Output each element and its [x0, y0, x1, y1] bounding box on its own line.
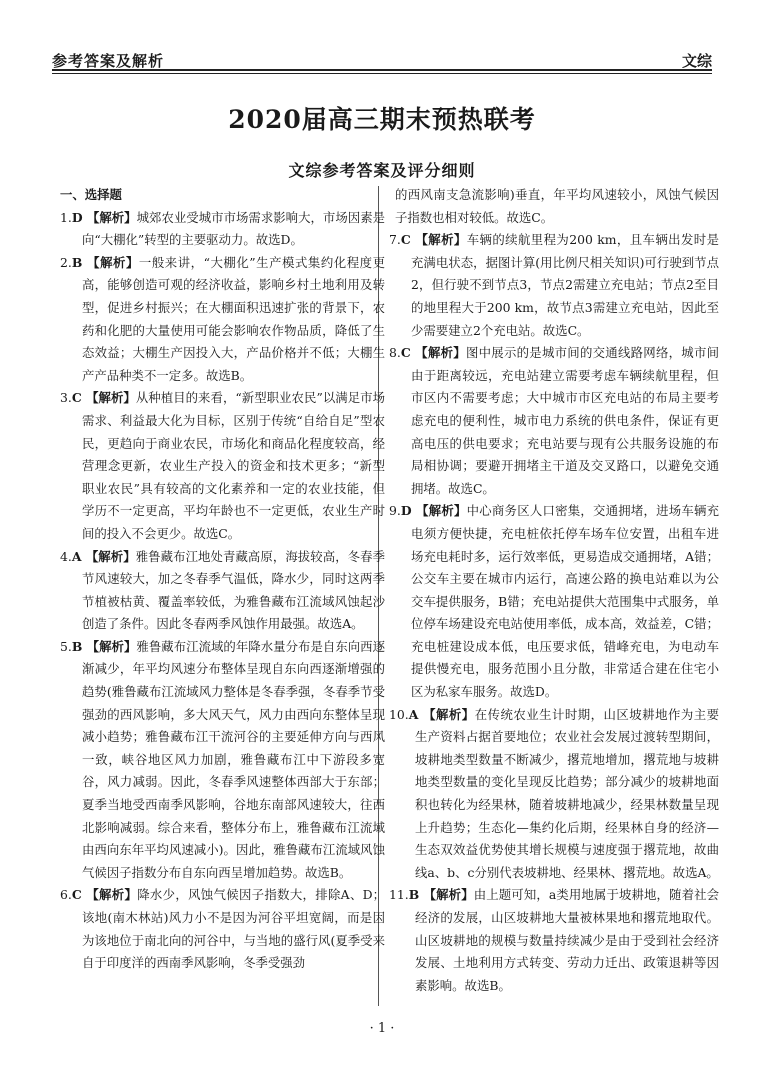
- continued-text: 的西风南支急流影响)垂直，年平均风速较小，风蚀气候因子指数也相对较低。故选C。: [395, 187, 719, 225]
- question-number: 7.: [389, 232, 401, 248]
- answer-item: [389, 884, 719, 997]
- analysis-tag: 【解析】: [86, 209, 137, 225]
- answer-item: [60, 884, 385, 974]
- answer-item: [60, 252, 385, 388]
- analysis-text: 由上题可知，a类用地属于坡耕地，随着社会经济的发展，山区坡耕地大量被林果地和撂荒地取代。山区坡耕地的规模与数量持续减少是由于受到社会经济发展、土地利用方式转变、劳动力迁出、政策退耕等因素影响。故选B。: [415, 887, 720, 993]
- answer-letter: B: [71, 638, 87, 654]
- analysis-tag: 【解析】: [86, 638, 137, 654]
- question-number: 6.: [60, 887, 72, 903]
- answer-letter: C: [400, 232, 416, 248]
- answer-letter: D: [71, 209, 87, 225]
- answer-item: [389, 342, 719, 500]
- header-rule-thin: [52, 73, 712, 74]
- header-rule-thick: [52, 69, 712, 71]
- analysis-tag: 【解析】: [423, 706, 475, 722]
- analysis-text: 中心商务区人口密集，交通拥堵，进场车辆充电须方便快捷，充电桩依托停车场车位安置，出租车进场充电耗时多，运行效率低，更易造成交通拥堵，A错；公交车主要在城市内运行，高速公路的换电站难以为公交车提供服务，B错；充电站提供大范围集中式服务，单位停车场建设充电站使用率低，成本高，效益差，C错；充电桩建设成本低，电压要求低，错峰充电，为电动车提供慢充电，服务范围小且分散，非常适合建在住宅小区为私家车服务。故选D。: [411, 503, 720, 700]
- analysis-tag: 【解析】: [415, 232, 467, 248]
- analysis-tag: 【解析】: [86, 887, 138, 903]
- analysis-text: 从种植目的来看，“新型职业农民”以满足市场需求、利益最大化为目标，区别于传统“自给自足”型农民，更趋向于商业农民，市场化和商品化程度较高，经营理念更新，农业生产投入的资金和技术更多；“新型职业农民”具有较高的文化素养和一定的农业技能，但学历不一定更高，平均年龄也不一定更低，农业生产时间的投入不会更少。故选C。: [82, 390, 385, 541]
- analysis-tag: 【解析】: [86, 390, 136, 406]
- question-number: 3.: [60, 390, 72, 406]
- answer-item: [389, 229, 719, 342]
- analysis-text: 雅鲁藏布江流域的年降水量分布是自东向西逐渐减少，年平均风速分布整体呈现自东向西逐渐增强的趋势(雅鲁藏布江流域风力整体是冬春季强，冬春季节受强劲的西风影响，多大风天气，风力由西向东整体呈现减小趋势；雅鲁藏布江干流河谷的主要延伸方向与西风一致，峡谷地区风力加剧，雅鲁藏布江中下游段多宽谷，风力减弱。因此，冬春季风速整体西部大于东部；夏季当地受西南季风影响，谷地东南部风速较大，往西北影响减弱。综合来看，整体分布上，雅鲁藏布江流域由西向东年平均风速减小)。因此，雅鲁藏布江流域风蚀气候因子指数分布自东向西呈增加趋势。故选B。: [82, 638, 386, 880]
- analysis-tag: 【解析】: [416, 503, 467, 519]
- left-column: [60, 184, 385, 975]
- question-number: 10.: [389, 706, 409, 722]
- analysis-tag: 【解析】: [415, 345, 466, 361]
- answer-letter: C: [71, 390, 87, 406]
- question-number: 8.: [389, 345, 401, 361]
- analysis-tag: 【解析】: [85, 548, 136, 564]
- answer-item: [389, 704, 719, 885]
- page-number: · 1 ·: [369, 1021, 395, 1036]
- question-number: 2.: [60, 254, 72, 270]
- answer-letter: C: [71, 887, 87, 903]
- header-left-label: 参考答案及解析: [52, 52, 165, 70]
- question-number: 4.: [60, 548, 72, 564]
- answer-letter: B: [71, 254, 88, 270]
- answer-item: [60, 546, 385, 636]
- answer-list-right: [389, 229, 719, 997]
- right-column: [389, 184, 719, 997]
- question-number: 1.: [60, 209, 72, 225]
- analysis-text: 降水少，风蚀气候因子指数大，排除A、D；该地(南木林站)风力小不是因为河谷平坦宽阔，而是因为该地位于南北向的河谷中，与当地的盛行风(夏季受来自于印度洋的西南季风影响，冬季受强劲: [82, 887, 386, 971]
- answer-letter: C: [400, 345, 416, 361]
- analysis-text: 一般来讲，“大棚化”生产模式集约化程度更高，能够创造可观的经济收益，影响乡村土地利用及转型，促进乡村振兴；在大棚面积迅速扩张的背景下，农药和化肥的大量使用可能会影响农作物品质，降低了生态效益；大棚生产因投入大，产品价格并不低；大棚生产产品种类不一定多。故选B。: [82, 254, 386, 383]
- answer-item: [389, 500, 719, 703]
- answer-letter: D: [400, 503, 417, 519]
- answer-item: [60, 387, 385, 545]
- page-title: 2020届高三期末预热联考: [228, 105, 536, 134]
- page-subtitle: 文综参考答案及评分细则: [288, 161, 476, 180]
- question-number: 11.: [389, 887, 409, 903]
- answer-item: [60, 636, 385, 885]
- answer-letter: A: [408, 706, 424, 722]
- analysis-text: 雅鲁藏布江地处青藏高原，海拔较高，冬春季节风速较大，加之冬春季气温低，降水少，同时这两季节植被枯黄、覆盖率较低，为雅鲁藏布江流域风蚀起沙创造了条件。因此冬春两季风蚀作用最强。故选A。: [82, 548, 386, 632]
- question-number: 5.: [60, 638, 72, 654]
- section-heading: 一、选择题: [60, 187, 122, 202]
- analysis-text: 在传统农业生计时期，山区坡耕地作为主要生产资料占据首要地位；农业社会发展过渡转型期间，坡耕地类型数量不断减少，撂荒地增加，撂荒地与坡耕地类型数量的变化呈现反比趋势；部分减少的坡耕地面积也转化为经果林，随着坡耕地减少，经果林数量呈现上升趋势；生态化—集约化后期，经果林自身的经济—生态双效益优势使其增长规模与速度强于撂荒地，故曲线a、b、c分别代表坡耕地、经果林、撂荒地。故选A。: [415, 706, 719, 880]
- analysis-text: 图中展示的是城市间的交通线路网络，城市间由于距离较远，充电站建立需要考虑车辆续航里程，但市区内不需要考虑；大中城市市区充电站的布局主要考虑充电的便利性，城市电力系统的供电条件，保证有更高电压的供电要求；充电站要与现有公共服务设施的布局相协调；要避开拥堵主干道及交叉路口，以避免交通拥堵。故选C。: [411, 345, 719, 496]
- analysis-tag: 【解析】: [423, 887, 474, 903]
- header-subject-label: 文综: [681, 52, 712, 70]
- answer-list-left: [60, 207, 385, 975]
- analysis-text: 城郊农业受城市市场需求影响大，市场因素是向“大棚化”转型的主要驱动力。故选D。: [82, 209, 386, 248]
- analysis-text: 车辆的续航里程为200 km，且车辆出发时是充满电状态，据图计算(用比例尺相关知识)可行驶到节点2，但行驶不到节点3，节点2需建立充电站；节点2至目的地里程大于200 km，故节点3需建立充电站，因此至少需要建立2个充电站。故选C。: [411, 232, 719, 338]
- answer-letter: A: [71, 548, 86, 564]
- answer-item: [60, 207, 385, 252]
- page-header: [52, 44, 712, 72]
- question-number: 9.: [389, 503, 401, 519]
- answer-letter: B: [408, 887, 424, 903]
- analysis-tag: 【解析】: [87, 254, 139, 270]
